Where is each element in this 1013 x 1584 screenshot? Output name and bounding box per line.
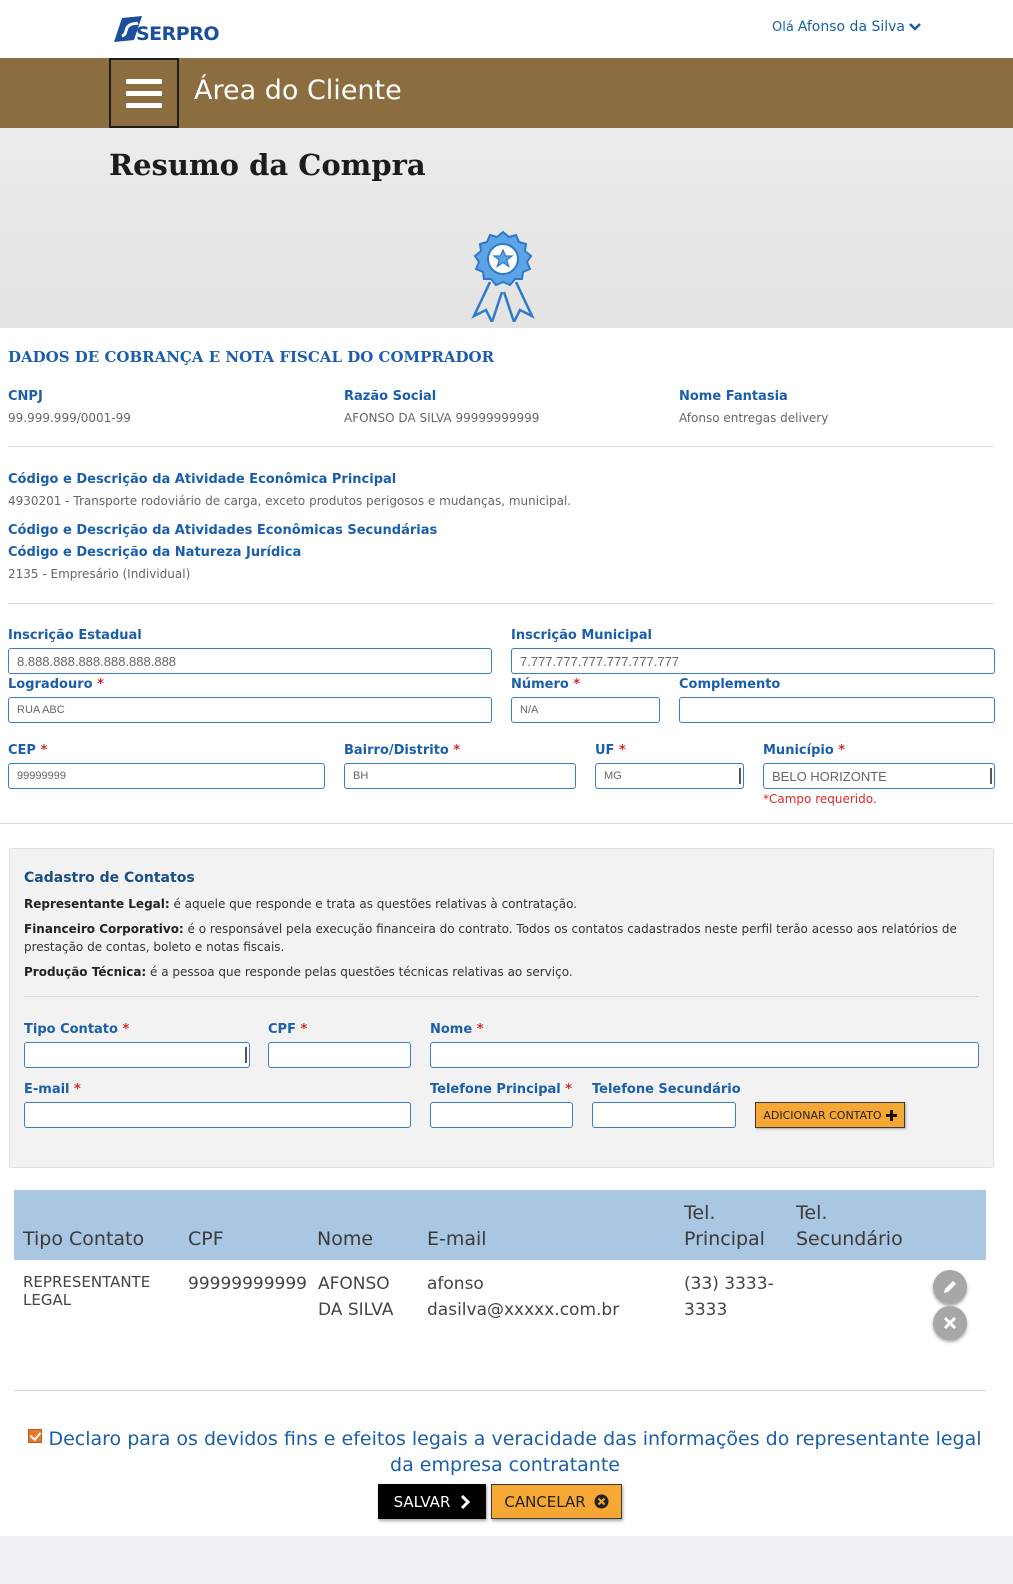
divider bbox=[0, 823, 1013, 824]
numero-label: Número * bbox=[511, 677, 581, 692]
nome-label: Nome * bbox=[430, 1022, 484, 1037]
bairro-field[interactable]: BH bbox=[344, 763, 576, 789]
hamburger-line bbox=[126, 79, 162, 84]
hamburger-line bbox=[126, 91, 162, 96]
atividades-secundarias-label: Código e Descrição da Atividades Econômicas Secundárias bbox=[8, 523, 438, 538]
nome-field[interactable] bbox=[430, 1042, 979, 1068]
atividade-principal-label: Código e Descrição da Atividade Econômica Principal bbox=[8, 472, 397, 487]
telefone-secundario-label: Telefone Secundário bbox=[592, 1082, 741, 1097]
client-area-bar bbox=[0, 58, 1013, 128]
uf-select[interactable]: MG bbox=[595, 763, 744, 789]
chevron-down-icon bbox=[909, 22, 921, 32]
top-header bbox=[0, 0, 1013, 58]
telefone-principal-label: Telefone Principal * bbox=[430, 1082, 573, 1097]
divider bbox=[14, 1390, 986, 1391]
billing-section-title: DADOS DE COBRANÇA E NOTA FISCAL DO COMPRADOR bbox=[8, 348, 495, 366]
column-header: Nome bbox=[317, 1228, 374, 1250]
column-header: CPF bbox=[188, 1228, 224, 1250]
cep-label: CEP * bbox=[8, 743, 48, 758]
column-header: Tel. Principal bbox=[684, 1202, 765, 1250]
cnpj-value: 99.999.999/0001-99 bbox=[8, 411, 131, 425]
email-field[interactable] bbox=[24, 1102, 411, 1128]
inscricao-municipal-label: Inscrição Municipal bbox=[511, 628, 652, 643]
cnpj-label: CNPJ bbox=[8, 389, 43, 404]
column-header: Tel. Secundário bbox=[796, 1202, 903, 1250]
inscricao-municipal-field[interactable]: 7.777.777.777.777.777.777 bbox=[511, 648, 995, 674]
razao-social-label: Razão Social bbox=[344, 389, 437, 404]
atividade-principal-value: 4930201 - Transporte rodoviário de carga, exceto produtos perigosos e mudanças, municipal. bbox=[8, 494, 572, 508]
municipio-error: *Campo requerido. bbox=[763, 792, 877, 806]
cpf-field[interactable] bbox=[268, 1042, 411, 1068]
user-name: Afonso da Silva bbox=[797, 19, 905, 35]
logo-wordmark: SERPRO bbox=[136, 23, 220, 45]
page-footer bbox=[0, 1536, 1013, 1584]
municipio-select[interactable]: BELO HORIZONTE bbox=[763, 763, 995, 789]
greeting-text: Olá bbox=[771, 19, 794, 35]
user-menu[interactable] bbox=[772, 19, 921, 35]
telefone-principal-field[interactable] bbox=[430, 1102, 573, 1128]
telefone-secundario-field[interactable] bbox=[592, 1102, 736, 1128]
table-cell-cpf: 99999999999 bbox=[188, 1274, 307, 1294]
declaration-checkbox[interactable] bbox=[28, 1429, 42, 1443]
financeiro-description: Financeiro Corporativo: é o responsável pela execução financeira do contrato. Todos os contatos cadastrados neste perfil terão acesso aos relatórios de prestação de contas, boleto e notas fiscais. bbox=[24, 922, 957, 954]
cpf-label: CPF * bbox=[268, 1022, 308, 1037]
cancel-label: CANCELAR bbox=[504, 1492, 586, 1511]
rep-legal-description: Representante Legal: é aquele que responde e trata as questões relativas à contratação. bbox=[24, 897, 578, 911]
serpro-logo[interactable] bbox=[112, 12, 219, 46]
table-cell-email: afonso dasilva@xxxxx.com.br bbox=[427, 1274, 620, 1320]
area-title: Área do Cliente bbox=[194, 75, 402, 106]
inscricao-estadual-label: Inscrição Estadual bbox=[8, 628, 142, 643]
numero-field[interactable]: N/A bbox=[511, 697, 660, 723]
table-cell-tel-principal: (33) 3333-3333 bbox=[684, 1274, 774, 1320]
table-cell-tipo: REPRESENTANTE LEGAL bbox=[23, 1273, 151, 1309]
municipio-label: Município * bbox=[763, 743, 846, 758]
email-label: E-mail * bbox=[24, 1082, 81, 1097]
razao-social-value: AFONSO DA SILVA 99999999999 bbox=[344, 411, 540, 425]
table-cell-nome: AFONSO DA SILVA bbox=[318, 1274, 394, 1320]
edit-contact-button[interactable] bbox=[933, 1270, 967, 1304]
hamburger-menu-button[interactable] bbox=[109, 58, 179, 128]
cancel-button[interactable] bbox=[491, 1484, 622, 1519]
divider bbox=[8, 603, 994, 604]
natureza-juridica-label: Código e Descrição da Natureza Jurídica bbox=[8, 545, 302, 560]
add-contact-label: ADICIONAR CONTATO bbox=[763, 1108, 882, 1122]
bairro-label: Bairro/Distrito * bbox=[344, 743, 461, 758]
declaration bbox=[20, 1426, 990, 1478]
add-contact-button[interactable] bbox=[755, 1102, 905, 1128]
complemento-label: Complemento bbox=[679, 677, 781, 692]
chevron-right-icon bbox=[460, 1495, 470, 1509]
close-icon bbox=[943, 1316, 957, 1330]
producao-description: Produção Técnica: é a pessoa que responde pelas questões técnicas relativas ao serviço. bbox=[24, 965, 573, 979]
tipo-contato-label: Tipo Contato * bbox=[24, 1022, 130, 1037]
hamburger-line bbox=[126, 103, 162, 108]
inscricao-estadual-field[interactable]: 8.888.888.888.888.888.888 bbox=[8, 648, 492, 674]
column-header: Tipo Contato bbox=[23, 1228, 145, 1250]
column-header: E-mail bbox=[427, 1228, 487, 1250]
pencil-icon bbox=[942, 1279, 958, 1295]
close-circle-icon bbox=[594, 1494, 609, 1509]
delete-contact-button[interactable] bbox=[933, 1306, 967, 1340]
declaration-text: Declaro para os devidos fins e efeitos legais a veracidade das informações do representante legal da empresa contratante bbox=[48, 1428, 982, 1476]
logradouro-field[interactable]: RUA ABC bbox=[8, 697, 492, 723]
logradouro-label: Logradouro * bbox=[8, 677, 104, 692]
nome-fantasia-label: Nome Fantasia bbox=[679, 389, 788, 404]
complemento-field[interactable] bbox=[679, 697, 995, 723]
divider bbox=[8, 446, 994, 447]
award-ribbon-icon bbox=[468, 230, 538, 322]
save-label: SALVAR bbox=[393, 1492, 451, 1511]
cep-field[interactable]: 99999999 bbox=[8, 763, 325, 789]
plus-icon bbox=[886, 1110, 897, 1121]
save-button[interactable] bbox=[378, 1484, 486, 1519]
nome-fantasia-value: Afonso entregas delivery bbox=[679, 411, 829, 425]
page-title: Resumo da Compra bbox=[109, 148, 426, 182]
tipo-contato-select[interactable] bbox=[24, 1042, 250, 1068]
divider bbox=[24, 996, 979, 997]
natureza-juridica-value: 2135 - Empresário (Individual) bbox=[8, 567, 191, 581]
page-hero bbox=[0, 128, 1013, 328]
contacts-title: Cadastro de Contatos bbox=[24, 870, 195, 886]
uf-label: UF * bbox=[595, 743, 626, 758]
